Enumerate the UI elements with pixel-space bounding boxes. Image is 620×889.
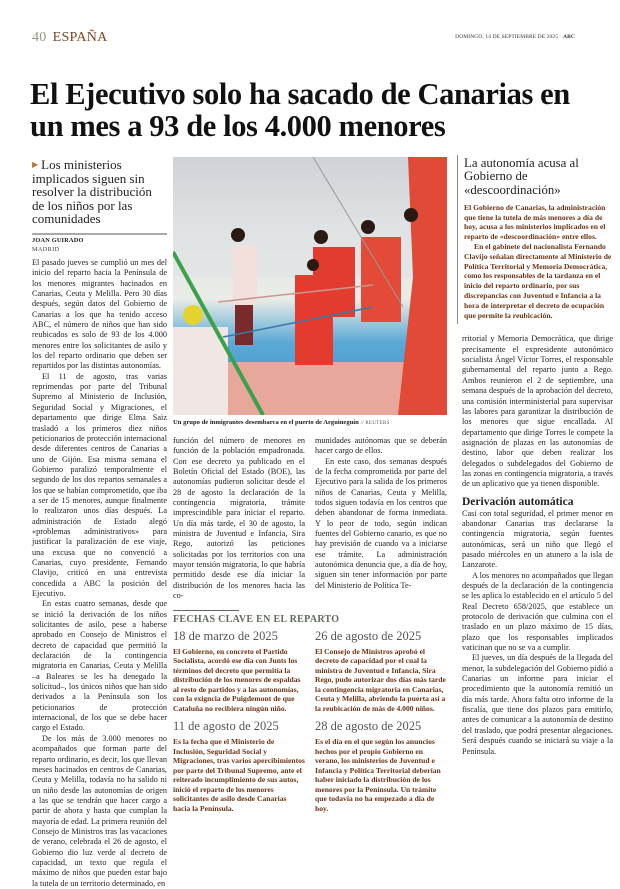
news-photo [173, 157, 447, 415]
key-date-item [173, 629, 305, 714]
key-date-item [315, 719, 447, 813]
subheadline [32, 158, 167, 226]
middle-section [173, 436, 447, 813]
key-date-text: El Consejo de Ministros aprobó el decreto de capacidad por el cual la ministra de Juventud e Infancia, Sira Rego, pudo autorizar dos días más tarde la contingencia migratoria en Canarias, Ceuta y Melilla, abriendo la puerta así a la reubicación de más de 4.000 niños. [315, 646, 446, 713]
divider [32, 233, 167, 235]
sidebar-body [464, 203, 613, 321]
page-number: 40 [32, 30, 47, 45]
sidebar [457, 155, 613, 324]
caption-text: Un grupo de inmigrantes desembarca en el puerto de Arguineguín [173, 419, 359, 426]
key-dates-column [315, 629, 447, 814]
migrants-disembarking-image [173, 157, 447, 415]
date: DOMINGO, 14 DE SEPTIEMBRE DE 2025 [455, 34, 559, 40]
article-column-1 [32, 258, 167, 889]
key-date: 18 de marzo de 2025 [173, 628, 278, 643]
paragraph: rritorial y Memoria Democrática, que dirige precisamente el expresidente autonómico socialista Ángel Víctor Torres, el responsable gubernamental del reparto junto a Rego. Ambos reunieron el 2 de septiembre, una semana después de la aprobación del decreto, una comisión interministerial para supervisar las labores para garantizar la distribución de los menores que sigue encallada. Al departamento que dirige Torres le compete la asignación de plazas en las autonomías de destino, labor que deben realizar los delegados o subdelegados del Gobierno de las zonas en contingencia migratoria, a través de un aplicativo que ya tienen disponible. [462, 334, 613, 489]
divider [173, 610, 239, 611]
paragraph: función del número de menores en función de la población empadronada. Con ese decreto ya publicado en el Boletín Oficial del Estado (BOE), las autonomías pudieron solicitar desde el 28 de agosto la declaración de la contingencia migratoria, trámite imprescindible para iniciar el reparto. Un día más tarde, el 30 de agosto, la ministra de Juventud e Infancia, Sira Rego, autorizó las peticiones solicitadas por los territorios con una mayor tensión migratoria, lo que habría permitido desde ese día iniciar la distribución de los menores hacia las co- [173, 436, 305, 601]
article-column-4 [457, 334, 613, 756]
key-dates-box [173, 610, 447, 814]
paragraph: En el gabinete del nacionalista Fernando Clavijo señalan directamente al Ministerio de Política Territorial y Memoria Democrática, como los responsables de la tardanza en el inicio del reparto ordinario, por sus discrepancias con Juventud e Infancia a la hora de interpretar el decreto de ocupación que permite la reubicación. [464, 242, 612, 320]
triangle-bullet-icon: ▶ [32, 160, 39, 169]
paragraph: El 11 de agosto, tras varias reprimendas por parte del Tribunal Supremo al Ministerio de Inclusión, Seguridad Social y Migraciones, el departamento que dirige Elma Saiz trasladó a los primeros diez niños peticionarios de protección internacional desde diferentes centros de Canarias a uno de Gijón. Esa misma semana el Gobierno paralizó temporalmente el segundo de los dos repartos semanales a los que se habían comprometido, que iba a ser de 15 menores, aunque finalmente lo realizaron unos días después. La administración de Estado alegó «problemas administrativos» para justificar la paralización de ese viaje, una excusa que no convenció a Canarias, cuyo presidente, Fernando Clavijo, criticó en una entrevista concedida a ABC la posición del Ejecutivo. [32, 371, 167, 598]
paragraph: munidades autónomas que se deberán hacer cargo de ellos. [315, 436, 447, 456]
middle-columns [173, 436, 447, 602]
key-date-text: Es la fecha que el Ministerio de Inclusión, Seguridad Social y Migraciones, tras varios apercibimientos por parte del Tribunal Supremo, ante el reiterado incumplimiento de sus autos, inició el reparto de los menores solicitantes de asilo desde Canarias hacia la Península. [173, 737, 305, 813]
paragraph: El pasado jueves se cumplió un mes del inicio del reparto hacia la Península de los menores migrantes hacinados en Canarias, Ceuta y Melilla. Pero 30 días después, según datos del Gobierno de Canarias a los que ha tenido acceso ABC, el número de niños que han sido reubicados es solo de 93 de los 4.000 menores entre los solicitantes de asilo y los del reparto ordinario que deben ser repartidos por las distintas autonomías. [32, 258, 167, 371]
key-date: 11 de agosto de 2025 [173, 719, 279, 733]
dateline [455, 34, 575, 40]
key-date-text: El Gobierno, en concreto el Partido Socialista, acordó ese día con Junts los términos del decreto que permitía la distribución de los menores de espaldas al resto de partidos y a las autonomías, con la exigncia de Puigdemont de que Cataluña no recibiera ningún niño. [173, 646, 301, 713]
subheadline-text: Los ministerios implicados siguen sin resolver la distribución de los niños por las comunidades [32, 157, 152, 227]
right-column [457, 155, 613, 757]
paragraph: El jueves, un día después de la llegada del menor, la subdelegación del Gobierno pidió a Canarias un informe para iniciar el procedimiento que la autonomía remitió un día más tarde. Ahora falta otro informe de la fiscalía, que tiene dos plazos para emitirlo, antes de comunicar a la autonomía de destino del traslado, que podrá presentar alegaciones. Será después cuando se iniciará su viaje a la Península. [462, 653, 613, 756]
key-date-item [315, 629, 447, 714]
article-column-2 [173, 436, 305, 602]
key-dates-columns [173, 629, 447, 814]
publication-name: ABC [563, 34, 575, 40]
key-dates-title: FECHAS CLAVE EN EL REPARTO [173, 613, 340, 625]
key-dates-column [173, 629, 305, 814]
key-date-item [173, 719, 305, 813]
byline-place: MADRID [32, 245, 60, 253]
section-subtitle: Derivación automática [462, 495, 574, 508]
key-date-text: Es el día en el que según los anuncios hechos por el propio Gobierno en verano, los ministerios de Juventud e Infancia y Política Territorial deberían haber iniciado la distribución de los menores por la Península. Un trámite que todavía no ha empezado a día de hoy. [315, 737, 441, 813]
paragraph: Casi con total seguridad, el primer menor en abandonar Canarias tras declararse la contingencia migratoria, según fuentes autonómicas, será un niño que llegó el pasado miércoles en un atunero a la isla de Lanzarote. [462, 508, 613, 570]
section-folio [32, 30, 108, 46]
section-name: ESPAÑA [52, 30, 108, 45]
key-date: 26 de agosto de 2025 [315, 628, 422, 643]
sidebar-title: La autonomía acusa al Gobierno de «descoordinación» [464, 156, 579, 197]
paragraph: De los más de 3.000 menores no acompañados que forman parte del reparto ordinario, es decir, los que llevan meses hacinados en centros de Canarias, Ceuta y Melilla, todavía no ha salido ni un niño desde las autonomías de origen a las que se tendrán que hacer cargo a partir de ahora y hasta que cumplan la mayoría de edad. La primera reunión del Consejo de Ministros tras las vacaciones de verano, celebrada el 26 de agosto, el Gobierno dio luz verde al decreto de capacidad, un texto que regula el máximo de niños que pueden estar bajo la tutela de un territorio determinado, en [32, 733, 167, 888]
author: JOAN GUIRADO [32, 237, 84, 244]
paragraph: El Gobierno de Canarias, la administración que tiene la tutela de más menores a día de hoy, acusa a los ministerios implicados en el reparto de «descoordinación» entre ellos. [464, 202, 606, 242]
photo-credit: // REUTERS [360, 421, 390, 426]
paragraph: En estas cuatro semanas, desde que se inició la derivación de los niños solicitantes de asilo, pese a haberse aprobado en Consejo de Ministros el decreto de capacidad que permitió la declaración de la contingencia migratoria en Canarias, Ceuta y Melilla –a Baleares se les ha denegado la solicitud–, los únicos niños que han sido derivados a la Península son los peticionarios de protección internacional, de los que se debe hacer cargo el Estado. [32, 599, 167, 733]
headline: El Ejecutivo solo ha sacado de Canarias en un mes a 93 de los 4.000 menores [30, 77, 570, 143]
photo-caption [173, 419, 447, 428]
paragraph: A los menores no acompañados que llegan después de la declaración de la contingencia se les aplica lo establecido en el artículo 5 del Real Decreto 658/2025, que establece un protocolo de derivación que culmina con el traslado en un plazo máximo de 15 días, plazo que los responsables implicados vaticinan que no se va a cumplir. [462, 570, 613, 653]
key-date: 28 de agosto de 2025 [315, 719, 422, 733]
article-column-3 [315, 436, 447, 602]
paragraph: En este caso, dos semanas después de la fecha comprometida por parte del Ejecutivo para la salida de los primeros niños de Canarias, Ceuta y Melilla, todos siguen todavía en los centros que deben abandonar de forma inmediata. Y lo peor de todo, según indican fuentes del Gobierno canario, es que no hay previsión de cuando va a iniciarse ese trámite. La administración autonómica denuncia que, a día de hoy, siguen sin tener información por parte del Ministerio de Política Te- [315, 456, 447, 590]
byline [32, 237, 84, 254]
